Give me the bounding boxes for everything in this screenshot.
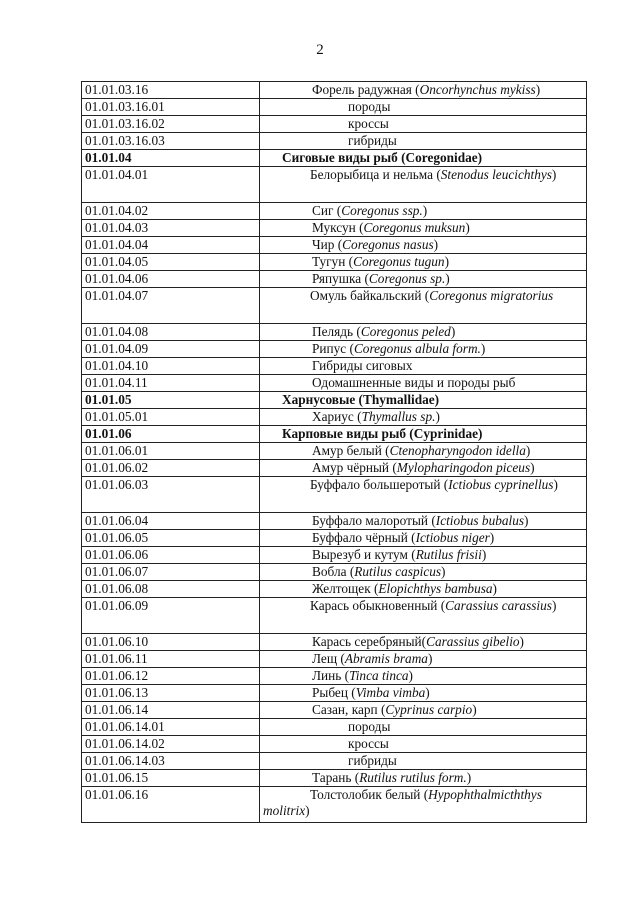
row-name-text: Вобла ( — [312, 564, 355, 579]
row-name-text: Белорыбица и нельма ( — [310, 167, 441, 182]
row-name-text: породы — [348, 719, 391, 734]
row-code: 01.01.06.11 — [82, 651, 260, 668]
row-latin-name-tail: carassius — [501, 598, 552, 613]
row-code: 01.01.06.01 — [82, 443, 260, 460]
row-code: 01.01.06.14.01 — [82, 719, 260, 736]
table-row — [82, 530, 587, 547]
row-code: 01.01.03.16.01 — [82, 99, 260, 116]
table-row — [82, 736, 587, 753]
row-name — [260, 443, 587, 460]
row-name-text: Тугун ( — [312, 254, 354, 269]
row-code: 01.01.04.10 — [82, 358, 260, 375]
row-name-close: ) — [435, 409, 440, 424]
row-latin-name: Carassius gibelio — [426, 634, 520, 649]
row-name-close: ) — [519, 634, 524, 649]
row-name-close: ) — [480, 341, 486, 356]
row-name-close: ) — [489, 530, 495, 545]
table-row — [82, 547, 587, 564]
table-row — [82, 324, 587, 341]
row-code: 01.01.04.04 — [82, 237, 260, 254]
table-row — [82, 237, 587, 254]
row-latin-name: Coregonus sp. — [368, 271, 446, 286]
row-name-close: ) — [444, 254, 450, 269]
table-row — [82, 598, 587, 634]
table-row — [82, 375, 587, 392]
row-name-close: ) — [433, 237, 439, 252]
row-code: 01.01.04.06 — [82, 271, 260, 288]
row-latin-name: Oncorhynchus mykiss — [419, 82, 536, 97]
row-name-text: Сазан, карп ( — [312, 702, 386, 717]
row-name-text: Сиговые виды рыб (Coregonidae) — [282, 150, 483, 165]
row-code: 01.01.03.16.03 — [82, 133, 260, 150]
row-name-text: Чир ( — [312, 237, 343, 252]
row-name-close: ) — [427, 651, 433, 666]
table-row — [82, 770, 587, 787]
table-row — [82, 787, 587, 823]
table-row — [82, 477, 587, 513]
row-name — [260, 99, 587, 116]
table-row — [82, 254, 587, 271]
row-name-close: ) — [551, 598, 557, 613]
row-code: 01.01.06 — [82, 426, 260, 443]
row-code: 01.01.04.01 — [82, 167, 260, 203]
row-name-text: Харнусовые (Thymallidae) — [282, 392, 440, 407]
row-latin-name: Rutilus caspicus — [354, 564, 442, 579]
row-latin-name: Hypophthalmicththys — [428, 787, 542, 802]
row-name-text: Желтощек ( — [312, 581, 379, 596]
row-name-text: Амур чёрный ( — [312, 460, 397, 475]
row-name-close: ) — [525, 443, 531, 458]
row-name-text: Рипус ( — [312, 341, 354, 356]
row-name-close: ) — [535, 82, 541, 97]
species-code-table — [81, 81, 587, 823]
page-number: 2 — [316, 42, 324, 58]
row-name-close: ) — [441, 564, 446, 579]
group-row — [82, 426, 587, 443]
row-latin-name: Coregonus albula form. — [353, 341, 481, 356]
row-code: 01.01.04.11 — [82, 375, 260, 392]
row-name-text: Карась обыкновенный ( — [310, 598, 446, 613]
row-name-close: ) — [450, 324, 456, 339]
row-latin-name: Rutilus rutilus form. — [359, 770, 467, 785]
row-name — [260, 787, 587, 823]
table-row — [82, 358, 587, 375]
row-latin-name: Mylopharingodon piceus — [396, 460, 531, 475]
row-code: 01.01.06.14.03 — [82, 753, 260, 770]
row-name — [260, 167, 587, 203]
row-name — [260, 719, 587, 736]
row-name — [260, 736, 587, 753]
row-name — [260, 133, 587, 150]
row-name-text: Сиг ( — [312, 203, 342, 218]
row-name-text: Пелядь ( — [312, 324, 361, 339]
row-code: 01.01.04.02 — [82, 203, 260, 220]
row-name-text: Толстолобик белый ( — [310, 787, 429, 802]
row-name — [260, 530, 587, 547]
row-name — [260, 477, 587, 513]
row-latin-name: Coregonus ssp. — [341, 203, 423, 218]
row-latin-name: Coregonus peled — [360, 324, 451, 339]
row-name — [260, 753, 587, 770]
row-name-text: Ряпушка ( — [312, 271, 369, 286]
row-name — [260, 547, 587, 564]
row-code: 01.01.06.12 — [82, 668, 260, 685]
group-row — [82, 150, 587, 167]
table-row — [82, 443, 587, 460]
row-latin-name: Abramis brama — [344, 651, 428, 666]
row-name-close: ) — [422, 203, 428, 218]
table-row — [82, 513, 587, 530]
table-row — [82, 99, 587, 116]
row-code: 01.01.06.15 — [82, 770, 260, 787]
row-code: 01.01.06.09 — [82, 598, 260, 634]
row-name — [260, 82, 587, 99]
row-name-text: Хариус ( — [312, 409, 362, 424]
table-row — [82, 460, 587, 477]
group-row — [82, 392, 587, 409]
row-latin-name: Ictiobus niger — [415, 530, 490, 545]
row-name-text: Буффало чёрный ( — [312, 530, 416, 545]
row-name — [260, 358, 587, 375]
row-name — [260, 651, 587, 668]
row-code: 01.01.06.16 — [82, 787, 260, 823]
row-name-text: Форель радужная ( — [312, 82, 420, 97]
row-latin-name: Stenodus leucichthys — [440, 167, 552, 182]
row-name-text: Рыбец ( — [312, 685, 356, 700]
row-code: 01.01.04.07 — [82, 288, 260, 324]
row-name — [260, 564, 587, 581]
row-code: 01.01.06.02 — [82, 460, 260, 477]
row-name — [260, 409, 587, 426]
row-name — [260, 375, 587, 392]
row-latin-name: Thymallus sp. — [361, 409, 436, 424]
row-name — [260, 288, 587, 324]
row-name-text: гибриды — [348, 753, 397, 768]
row-name — [260, 341, 587, 358]
row-name-text: Карповые виды рыб (Cyprinidae) — [282, 426, 483, 441]
row-name-close: ) — [553, 477, 558, 492]
table-row — [82, 634, 587, 651]
row-name-text: Буффало большеротый ( — [310, 477, 449, 492]
table-row — [82, 133, 587, 150]
row-name-text: породы — [348, 99, 391, 114]
row-code: 01.01.04.03 — [82, 220, 260, 237]
row-latin-name: Coregonus nasus — [342, 237, 434, 252]
row-name — [260, 685, 587, 702]
table-body — [82, 82, 587, 823]
row-name-close: ) — [481, 547, 487, 562]
row-code: 01.01.06.10 — [82, 634, 260, 651]
row-name-close: ) — [425, 685, 430, 700]
row-code: 01.01.04 — [82, 150, 260, 167]
row-code: 01.01.05.01 — [82, 409, 260, 426]
row-name-close: ) — [408, 668, 413, 683]
table-row — [82, 719, 587, 736]
table-row — [82, 220, 587, 237]
row-name-close: ) — [551, 167, 557, 182]
row-code: 01.01.06.06 — [82, 547, 260, 564]
row-latin-name: Ctenopharyngodon idella — [389, 443, 526, 458]
table-row — [82, 409, 587, 426]
row-latin-name: Coregonus tugun — [353, 254, 445, 269]
row-name — [260, 668, 587, 685]
row-latin-name-tail: molitrix — [263, 803, 306, 818]
row-name — [260, 392, 587, 409]
row-latin-name: Carassius — [445, 598, 499, 613]
table-row — [82, 651, 587, 668]
table-row — [82, 753, 587, 770]
table-row — [82, 116, 587, 133]
row-name-text: Лещ ( — [312, 651, 345, 666]
row-name — [260, 150, 587, 167]
row-latin-name: Ictiobus bubalus — [435, 513, 525, 528]
row-code: 01.01.06.05 — [82, 530, 260, 547]
row-name — [260, 598, 587, 634]
row-name — [260, 702, 587, 719]
table-row — [82, 271, 587, 288]
row-name-text: Линь ( — [312, 668, 350, 683]
table-row — [82, 702, 587, 719]
table-row — [82, 203, 587, 220]
table-row — [82, 564, 587, 581]
table-row — [82, 288, 587, 324]
row-name — [260, 460, 587, 477]
row-name — [260, 220, 587, 237]
row-code: 01.01.05 — [82, 392, 260, 409]
row-name-text: Омуль байкальский ( — [310, 288, 430, 303]
row-name-close: ) — [305, 803, 310, 818]
row-name — [260, 324, 587, 341]
row-name-close: ) — [524, 513, 529, 528]
table-row — [82, 341, 587, 358]
row-code: 01.01.06.14 — [82, 702, 260, 719]
row-latin-name: Elopichthys bambusa — [378, 581, 493, 596]
row-latin-name: Tinca tinca — [349, 668, 409, 683]
row-name-close: ) — [445, 271, 450, 286]
row-code: 01.01.03.16 — [82, 82, 260, 99]
row-name — [260, 203, 587, 220]
row-code: 01.01.03.16.02 — [82, 116, 260, 133]
row-latin-name: Ictiobus cyprinellus — [448, 477, 554, 492]
row-name — [260, 254, 587, 271]
row-name — [260, 271, 587, 288]
table-row — [82, 685, 587, 702]
table-row — [82, 668, 587, 685]
row-name-close: ) — [492, 581, 497, 596]
row-latin-name: Coregonus muksun — [363, 220, 466, 235]
row-name-close: ) — [466, 770, 472, 785]
row-name — [260, 770, 587, 787]
table-row — [82, 82, 587, 99]
row-latin-name: Rutilus frisii — [415, 547, 482, 562]
row-code: 01.01.06.13 — [82, 685, 260, 702]
row-name — [260, 426, 587, 443]
row-name-text: Тарань ( — [312, 770, 360, 785]
row-latin-name: Coregonus migratorius — [429, 288, 554, 303]
row-name — [260, 237, 587, 254]
row-code: 01.01.06.03 — [82, 477, 260, 513]
row-code: 01.01.06.07 — [82, 564, 260, 581]
table-row — [82, 581, 587, 598]
row-name-text: Карась серебряный( — [312, 634, 427, 649]
row-code: 01.01.04.09 — [82, 341, 260, 358]
row-code: 01.01.06.08 — [82, 581, 260, 598]
row-name-close: ) — [530, 460, 535, 475]
row-latin-name: Vimba vimba — [355, 685, 426, 700]
row-code: 01.01.06.14.02 — [82, 736, 260, 753]
table-row — [82, 167, 587, 203]
row-name-close: ) — [472, 702, 477, 717]
row-name — [260, 581, 587, 598]
row-name — [260, 116, 587, 133]
row-name-close: ) — [465, 220, 470, 235]
row-name-text: Одомашненные виды и породы рыб — [312, 375, 516, 390]
row-code: 01.01.04.08 — [82, 324, 260, 341]
row-name — [260, 634, 587, 651]
row-name-text: Буффало малоротый ( — [312, 513, 436, 528]
row-name-text: гибриды — [348, 133, 397, 148]
row-latin-name: Cyprinus carpio — [385, 702, 473, 717]
row-code: 01.01.06.04 — [82, 513, 260, 530]
row-name — [260, 513, 587, 530]
row-name-text: Муксун ( — [312, 220, 364, 235]
row-name-text: кроссы — [348, 736, 389, 751]
row-name-text: кроссы — [348, 116, 389, 131]
row-name-text: Гибриды сиговых — [312, 358, 413, 373]
row-code: 01.01.04.05 — [82, 254, 260, 271]
row-name-text: Вырезуб и кутум ( — [312, 547, 416, 562]
row-name-text: Амур белый ( — [312, 443, 390, 458]
